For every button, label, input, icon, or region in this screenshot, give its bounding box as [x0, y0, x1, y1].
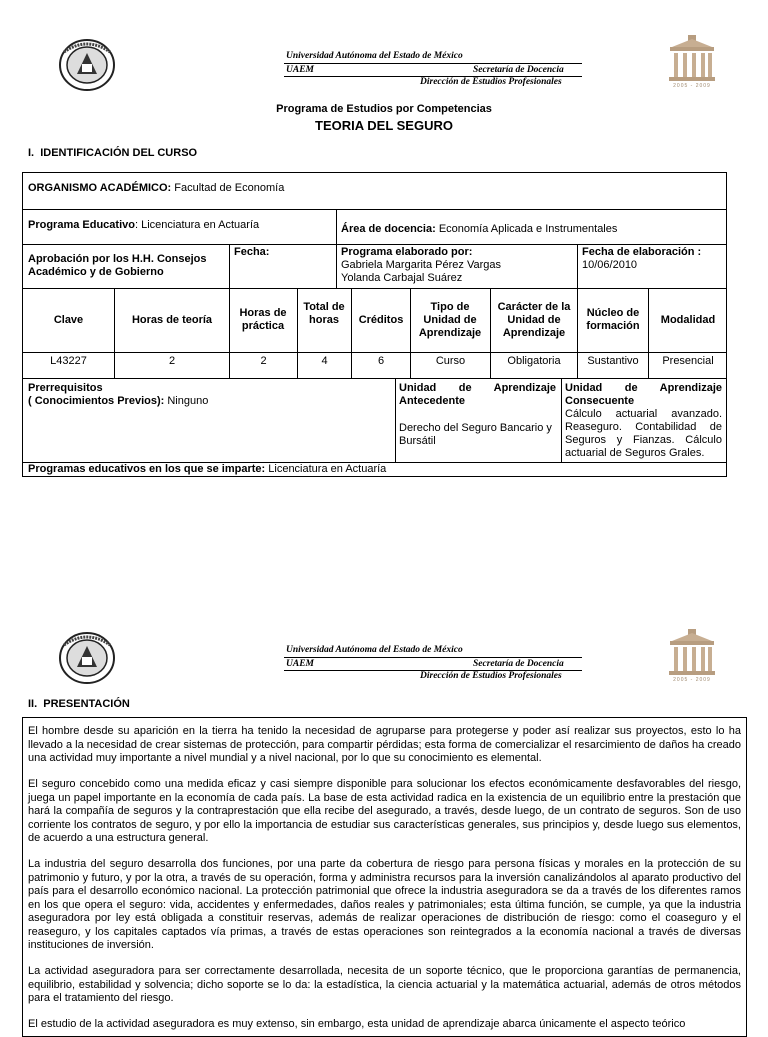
val-horas-teoria: 2	[168, 355, 176, 367]
val-total-horas: 4	[321, 355, 328, 367]
presentation-paragraph-1: El hombre desde su aparición en la tierra ha tenido la necesidad de agruparse para protegerse y poder así realizar sus proyectos, esto lo ha llevado a la necesidad de crear sistemas de protección, para compartir pérdidas; esta forma de comercializar el resarcimiento de daños ha creado una actividad muy importante a nivel mundial y a nivel nacional, por lo que su conocimiento es elemental.	[28, 725, 741, 764]
col-horas-practica: Horas de práctica	[239, 307, 287, 332]
presentation-paragraph-2: El seguro concebido como una medida eficaz y casi siempre disponible para solucionar los efectos económicamente desfavorables del riesgo, juega un papel importante en la economía de cada país. La base de esta actividad radica en la existencia de un equilibrio entre la prestación que hará la compañía de seguros y la contraprestación que ella recibe del asegurado, a través, desde luego, de un contrato de seguros. Son de uso corriente los contratos de seguro, y por ello la importancia de estudiar sus características generales, sus principios y, desde luego sus elementos, de acuerdo a una estructura general.	[28, 778, 741, 844]
programas-row	[28, 463, 386, 476]
fecha-elab-label: Fecha de elaboración :	[582, 246, 702, 258]
uaem-seal-logo	[58, 38, 116, 92]
university-name-2: Universidad Autónoma del Estado de México	[286, 645, 463, 655]
col-caracter: Carácter de la Unidad de Aprendizaje	[497, 301, 571, 339]
building-logo-2	[666, 627, 718, 689]
elaborado-label: Programa elaborado por:	[341, 246, 473, 258]
fecha-label: Fecha:	[234, 246, 270, 258]
logo-caption-2: 2005 - 2009	[673, 677, 711, 683]
col-nucleo: Núcleo de formación	[586, 307, 640, 332]
university-name: Universidad Autónoma del Estado de México	[286, 51, 463, 61]
val-creditos: 6	[377, 355, 385, 367]
elaborado-name-1: Gabriela Margarita Pérez Vargas	[341, 259, 501, 271]
prereq-label: Prerrequisitos	[28, 382, 103, 394]
area-row	[341, 223, 617, 236]
val-clave: L43227	[50, 355, 87, 367]
val-tipo: Curso	[435, 355, 466, 367]
section1-heading: I. IDENTIFICACIÓN DEL CURSO	[28, 147, 198, 159]
prereq-label2: ( Conocimientos Previos):	[28, 395, 165, 407]
val-horas-practica: 2	[260, 355, 267, 367]
programa-label: Programa Educativo	[28, 219, 135, 231]
col-clave: Clave	[53, 314, 84, 326]
val-modalidad: Presencial	[662, 355, 714, 367]
uaem-seal-logo-2	[58, 631, 116, 685]
programas-label: Programas educativos en los que se imparte:	[28, 463, 266, 475]
fecha-elab-value: 10/06/2010	[582, 259, 638, 271]
organismo-label: ORGANISMO ACADÉMICO:	[28, 182, 172, 194]
col-total-horas: Total de horas	[303, 301, 345, 326]
consecuente-label: Unidad de Aprendizaje Consecuente	[565, 382, 722, 407]
secretaria-label: Secretaría de Docencia	[473, 65, 564, 75]
col-creditos: Créditos	[358, 314, 404, 326]
val-caracter: Obligatoria	[507, 355, 561, 367]
programa-value: : Licenciatura en Actuaría	[134, 219, 260, 231]
logo-caption: 2005 - 2009	[673, 83, 711, 89]
col-tipo-unidad: Tipo de Unidad de Aprendizaje	[418, 301, 482, 339]
direccion-label: Dirección de Estudios Profesionales	[420, 77, 562, 87]
doc-subtitle: Programa de Estudios por Competencias	[276, 103, 492, 115]
presentation-paragraph-5: El estudio de la actividad aseguradora es muy extenso, sin embargo, esta unidad de aprendizaje abarca únicamente el aspecto teórico	[28, 1018, 686, 1030]
direccion-label-2: Dirección de Estudios Profesionales	[420, 671, 562, 681]
aprobacion-label: Aprobación por los H.H. Consejos Académico y de Gobierno	[28, 253, 207, 278]
antecedente-label: Unidad de Aprendizaje Antecedente	[399, 382, 556, 407]
programa-row	[28, 219, 259, 232]
doc-title: TEORIA DEL SEGURO	[315, 118, 453, 133]
prereq-line	[28, 395, 208, 408]
uaem-label: UAEM	[286, 65, 314, 75]
col-horas-teoria: Horas de teoría	[131, 314, 213, 326]
organismo-row	[28, 182, 284, 195]
organismo-value: Facultad de Economía	[171, 182, 285, 194]
consecuente-value: Cálculo actuarial avanzado. Reaseguro. Contabilidad de Seguros y Fianzas. Cálculo actuarial de Seguros Grales.	[565, 408, 722, 459]
val-nucleo: Sustantivo	[587, 355, 639, 367]
programas-value: Licenciatura en Actuaría	[265, 463, 387, 475]
presentation-paragraph-4: La actividad aseguradora para ser correctamente desarrollada, necesita de un soporte técnico, que le proporciona garantías de permanencia, equilibrio, estabilidad y solvencia; dicho soporte se lo da: la estadística, la ciencia actuarial y la matemática actuarial, además de otros métodos para el tratamiento del riesgo.	[28, 965, 741, 1004]
secretaria-label-2: Secretaría de Docencia	[473, 659, 564, 669]
area-value: Economía Aplicada e Instrumentales	[435, 223, 618, 235]
elaborado-name-2: Yolanda Carbajal Suárez	[341, 272, 463, 284]
presentation-paragraph-3: La industria del seguro desarrolla dos funciones, por una parte da cobertura de riesgo para persona físicas y morales en la protección de su patrimonio y futuro, y por la otra, a través de su operación, forma y administra recursos para la inversión canalizándolos al aparato productivo del país para el desarrollo económico nacional. La protección patrimonial que ofrece la industria aseguradora se da a través de los diferentes ramos en los que opera el seguro: vida, accidentes y enfermedades, daños reales y patrimoniales; esta última función, se cumple, ya que la industria aseguradora por ley está obligada a constituir reservas, además de realizar operaciones de distribución de riesgo: como el coaseguro y el reaseguro, y los capitales captados vía primas, a través de estas operaciones son reintegrados a la economía nacional a través de diversas instituciones de inversión.	[28, 858, 741, 951]
section2-heading: II. PRESENTACIÓN	[28, 698, 130, 710]
uaem-label-2: UAEM	[286, 659, 314, 669]
area-label: Área de docencia:	[341, 223, 436, 235]
building-logo	[666, 33, 718, 95]
prereq-value: Ninguno	[164, 395, 209, 407]
col-modalidad: Modalidad	[660, 314, 716, 326]
antecedente-value: Derecho del Seguro Bancario y Bursátil	[399, 422, 552, 447]
